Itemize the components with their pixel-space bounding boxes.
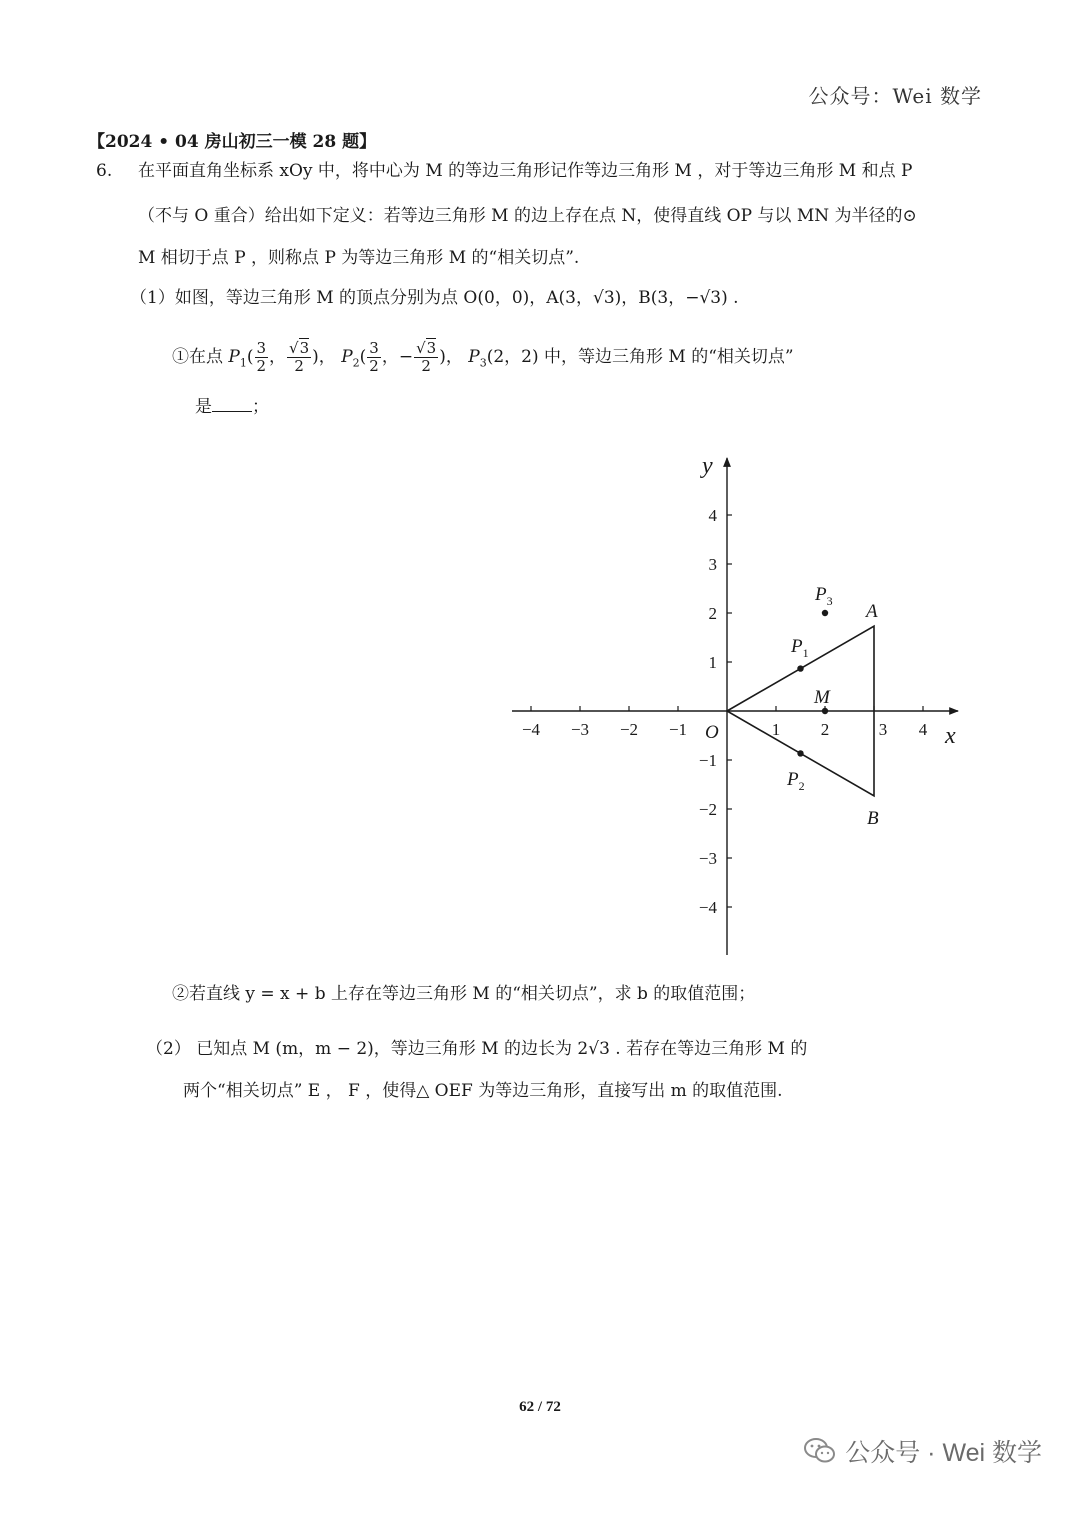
part-1-sub-1: ①在点 $P_1$( $\frac{3}{2}$ ， $\frac{√3}{2}$ )， $P_2$( $\frac{3}{2}$ ，− $\frac{√3}{2}$ )， $P_3(2$，2) 中，等边三角形 M 的“相关切点” [172, 339, 794, 375]
answer-suffix: ； [252, 397, 269, 417]
y-tick-label: −1 [698, 751, 717, 770]
answer-prefix: 是 [195, 397, 212, 417]
p2-y-den: 2 [421, 357, 431, 375]
x-axis-label: x [945, 723, 956, 749]
point-p3-label: $P_3$ [815, 584, 833, 608]
x-tick-label: 4 [918, 720, 928, 739]
wechat-icon [803, 1436, 837, 1466]
page-number: 62 / 72 [519, 1399, 561, 1415]
p1-y-den: 2 [294, 357, 304, 375]
point-m-label: M [814, 687, 830, 708]
p1-label: P [228, 347, 240, 367]
sub1-prefix: ①在点 [172, 347, 229, 367]
p2-label: P [341, 347, 353, 367]
x-tick-label: −3 [570, 720, 590, 739]
point-p2-dot [797, 750, 803, 756]
question-number: 6. [96, 161, 113, 181]
y-tick-label: 4 [708, 506, 717, 525]
origin-label: O [705, 722, 719, 743]
footer-watermark [803, 1433, 1042, 1469]
x-tick-label: −1 [668, 720, 688, 739]
question-line-1: 在平面直角坐标系 xOy 中，将中心为 M 的等边三角形记作等边三角形 M ，对于等边三角形 M 和点 P [138, 161, 913, 181]
part-2-line-1: （2） 已知点 M (m，m − 2)，等边三角形 M 的边长为 2√3 . 若存在等边三角形 M 的 [146, 1039, 808, 1059]
p2-x-den: 2 [369, 357, 379, 375]
y-tick-label: 2 [708, 604, 717, 623]
header-account: 公众号：Wei 数学 [808, 84, 982, 108]
point-p1-dot [797, 665, 803, 671]
y-tick-label: 3 [708, 555, 717, 574]
p3-sub: 3 [479, 356, 487, 370]
p2-y-sqrt: 3 [426, 339, 437, 357]
p2-sub: 2 [352, 356, 360, 370]
part-1-text: （1）如图，等边三角形 M 的顶点分别为点 O(0，0)，A(3，√3)，B(3，−√3) . [130, 288, 739, 308]
x-tick-label: −2 [619, 720, 639, 739]
p3-label: P [468, 347, 480, 367]
point-p1-label: $P_1$ [791, 636, 809, 660]
x-tick-label: 3 [878, 720, 888, 739]
p1-x-num: 3 [256, 339, 267, 357]
problem-source: 【2024 • 04 房山初三一模 28 题】 [88, 132, 377, 152]
p1-sub: 1 [239, 356, 247, 370]
y-tick-label: −2 [698, 800, 717, 819]
p1-y-sqrt: 3 [299, 339, 310, 357]
question-line-2: （不与 O 重合）给出如下定义：若等边三角形 M 的边上存在点 N，使得直线 OP 与以 MN 为半径的⊙ [138, 206, 917, 226]
question-line-3: M 相切于点 P ，则称点 P 为等边三角形 M 的“相关切点”. [138, 248, 580, 268]
x-tick-label: 2 [820, 720, 830, 739]
y-tick-label: 1 [708, 653, 717, 672]
p2-y-num: √3 [416, 339, 437, 357]
point-a-label: A [866, 601, 878, 622]
p1-y-num: √3 [289, 339, 310, 357]
watermark-text: 公众号 · Wei 数学 [845, 1439, 1042, 1467]
x-tick-label: −4 [521, 720, 541, 739]
point-m-dot [822, 708, 828, 714]
part-1-sub-2: ②若直线 y = x + b 上存在等边三角形 M 的“相关切点”，求 b 的取值范围； [172, 984, 756, 1004]
point-b-label: B [867, 808, 879, 829]
p1-x-den: 2 [256, 357, 267, 375]
y-axis-label: y [702, 453, 713, 479]
point-p3-dot [822, 610, 828, 616]
x-tick-label: 1 [771, 720, 781, 739]
part-2-line-2: 两个“相关切点” E ， F ，使得△ OEF 为等边三角形，直接写出 m 的取值范围. [183, 1081, 783, 1101]
p2-x-num: 3 [369, 339, 379, 357]
sub1-suffix: 中，等边三角形 M 的“相关切点” [538, 347, 794, 367]
y-tick-label: −3 [698, 849, 717, 868]
p3-coords: (2，2) [486, 347, 539, 367]
y-tick-label: −4 [698, 898, 717, 917]
point-p2-label: $P_2$ [787, 769, 805, 793]
